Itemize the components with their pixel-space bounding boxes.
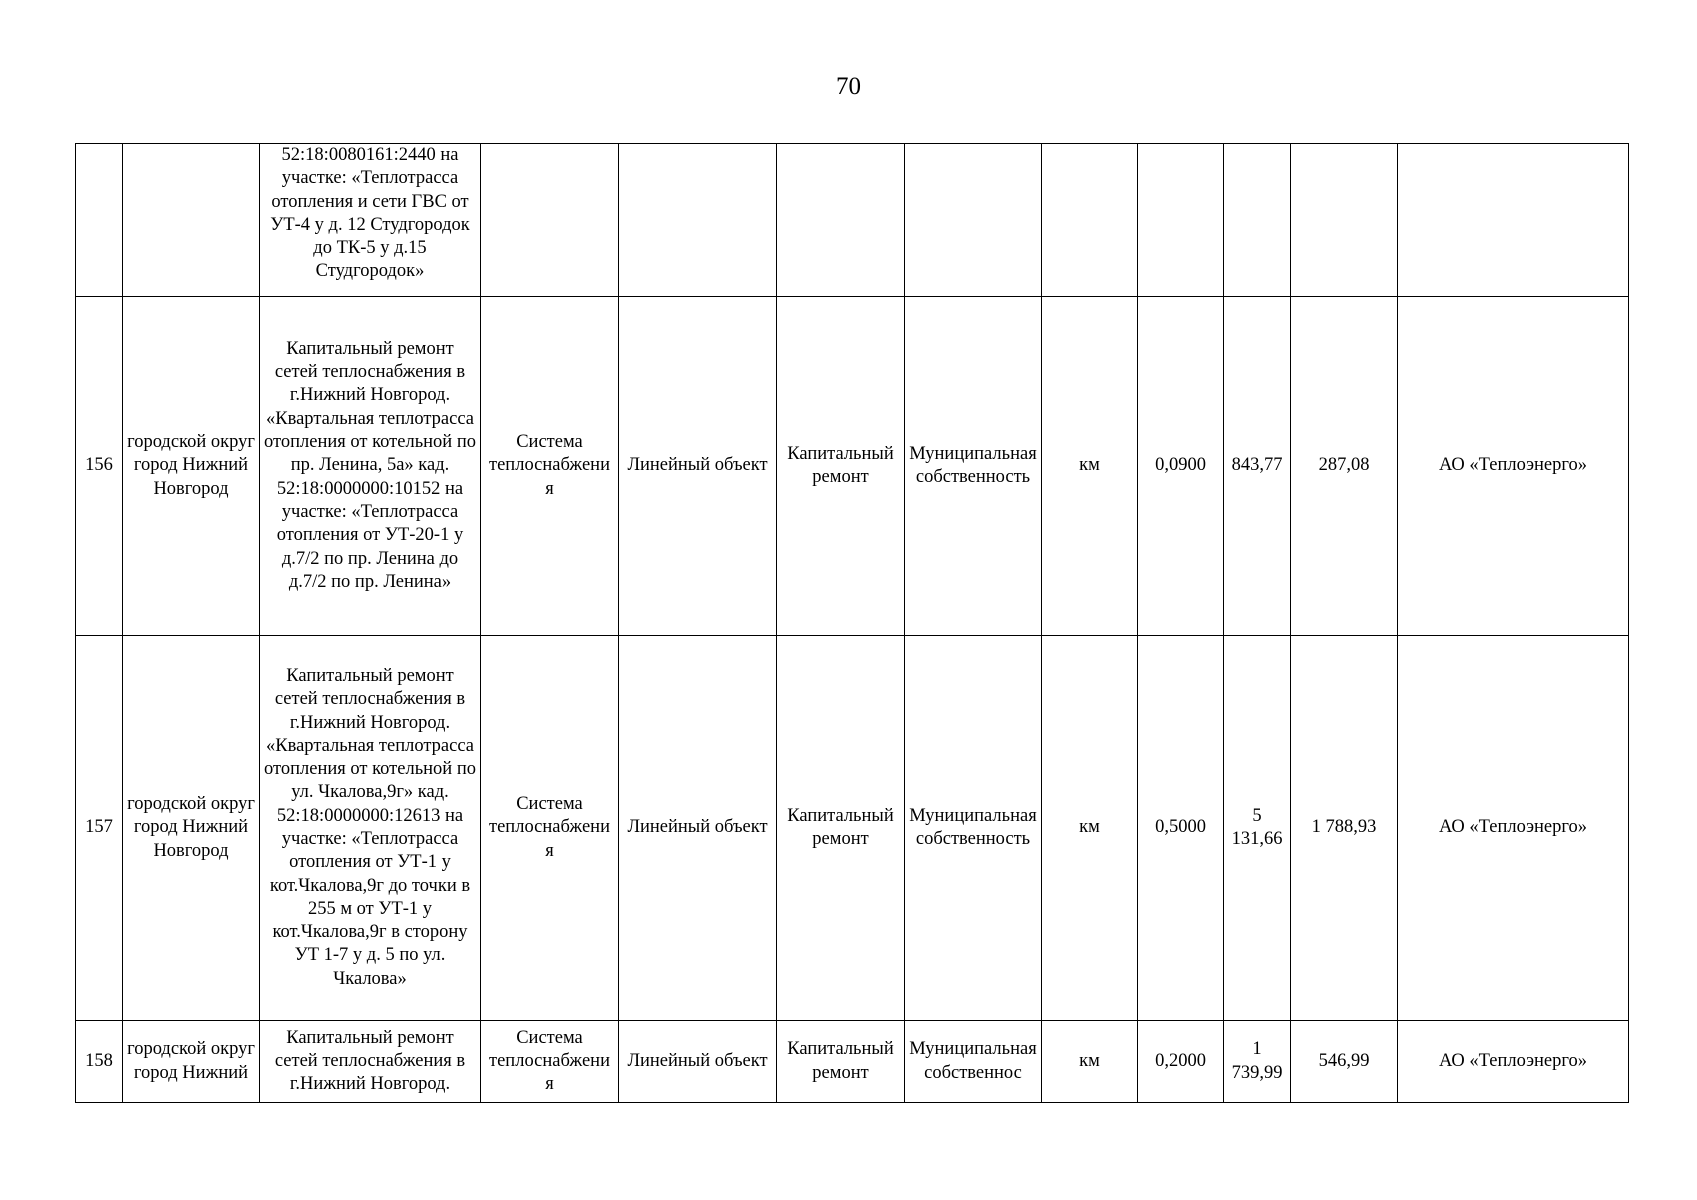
organization-cell (1398, 144, 1629, 297)
area-cell (123, 144, 260, 297)
page-number: 70 (836, 73, 861, 100)
row-number-cell: 158 (76, 1021, 123, 1103)
work-type-cell: Капитальный ремонт (777, 1021, 905, 1103)
cost-cell (1224, 144, 1291, 297)
description-cell: Капитальный ремонт сетей теплоснабжения в г.Нижний Новгород. (260, 1021, 481, 1103)
ownership-cell: Муниципальная собственность (905, 636, 1042, 1021)
work-type-cell: Капитальный ремонт (777, 297, 905, 636)
description-cell: 52:18:0080161:2440 на участке: «Теплотрасса отопления и сети ГВС от УТ-4 у д. 12 Студгородок до ТК-5 у д.15 Студгородок» (260, 144, 481, 297)
row-number-cell: 157 (76, 636, 123, 1021)
area-cell: городской округ город Нижний (123, 1021, 260, 1103)
description-cell: Капитальный ремонт сетей теплоснабжения в г.Нижний Новгород. «Квартальная теплотрасса отопления от котельной по ул. Чкалова,9г» кад. 52:18:0000000:12613 на участке: «Теплотрасса отопления от УТ-1 у кот.Чкалова,9г до точки в 255 м от УТ-1 у кот.Чкалова,9г в сторону УТ 1-7 у д. 5 по ул. Чкалова» (260, 636, 481, 1021)
unit-cell: км (1042, 297, 1138, 636)
object-type-cell: Линейный объект (619, 1021, 777, 1103)
work-type-cell (777, 144, 905, 297)
system-cell: Система теплоснабжения (481, 636, 619, 1021)
unit-cell (1042, 144, 1138, 297)
row-number-cell: 156 (76, 297, 123, 636)
organization-cell: АО «Теплоэнерго» (1398, 636, 1629, 1021)
price-cell: 1 788,93 (1291, 636, 1398, 1021)
unit-cell: км (1042, 1021, 1138, 1103)
area-cell: городской округ город Нижний Новгород (123, 297, 260, 636)
organization-cell: АО «Теплоэнерго» (1398, 1021, 1629, 1103)
work-type-cell: Капитальный ремонт (777, 636, 905, 1021)
cost-cell: 1 739,99 (1224, 1021, 1291, 1103)
row-number-cell (76, 144, 123, 297)
ownership-cell: Муниципальная собственность (905, 297, 1042, 636)
system-cell: Система теплоснабжения (481, 1021, 619, 1103)
table-row (76, 297, 1629, 636)
price-cell: 546,99 (1291, 1021, 1398, 1103)
price-cell (1291, 144, 1398, 297)
length-cell (1138, 144, 1224, 297)
unit-cell: км (1042, 636, 1138, 1021)
length-cell: 0,2000 (1138, 1021, 1224, 1103)
ownership-cell: Муниципальная собственнос (905, 1021, 1042, 1103)
table-row (76, 1021, 1629, 1103)
cost-cell: 5 131,66 (1224, 636, 1291, 1021)
object-type-cell (619, 144, 777, 297)
object-type-cell: Линейный объект (619, 297, 777, 636)
cost-cell: 843,77 (1224, 297, 1291, 636)
table-row (76, 144, 1629, 297)
length-cell: 0,0900 (1138, 297, 1224, 636)
object-type-cell: Линейный объект (619, 636, 777, 1021)
organization-cell: АО «Теплоэнерго» (1398, 297, 1629, 636)
investment-program-table (75, 143, 1629, 1103)
length-cell: 0,5000 (1138, 636, 1224, 1021)
price-cell: 287,08 (1291, 297, 1398, 636)
area-cell: городской округ город Нижний Новгород (123, 636, 260, 1021)
ownership-cell (905, 144, 1042, 297)
table-row (76, 636, 1629, 1021)
system-cell (481, 144, 619, 297)
description-cell: Капитальный ремонт сетей теплоснабжения в г.Нижний Новгород. «Квартальная теплотрасса отопления от котельной по пр. Ленина, 5а» кад. 52:18:0000000:10152 на участке: «Теплотрасса отопления от УТ-20-1 у д.7/2 по пр. Ленина до д.7/2 по пр. Ленина» (260, 297, 481, 636)
system-cell: Система теплоснабжения (481, 297, 619, 636)
